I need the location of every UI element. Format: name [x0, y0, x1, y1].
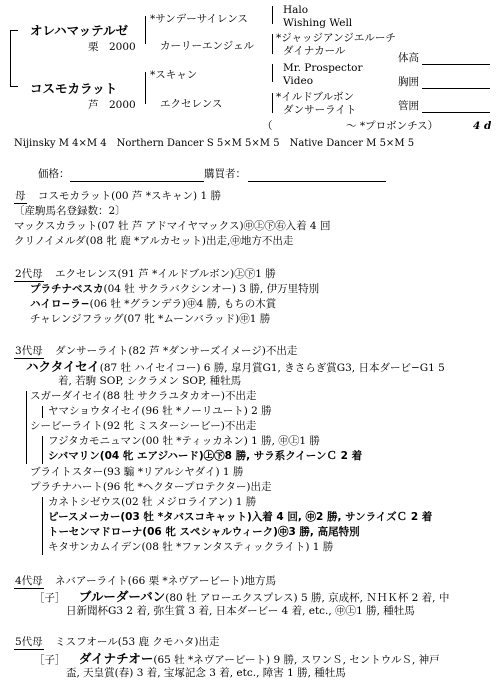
dam-sire-dam: Video	[283, 75, 314, 87]
height-underline	[422, 64, 490, 65]
horse-detail: (65 牡 *ネヴアービート) 9 勝, スワンＳ, セントウルＳ, 神戸	[153, 654, 440, 666]
list-item: シービーライト(92 牝 ミスターシービー)不出走	[30, 420, 257, 432]
sire-sire-sire: Halo	[283, 4, 309, 16]
list-item: フジタカモニュマン(00 牡 *ティッカネン) 1 勝, ㊥㊤1 勝	[48, 435, 320, 447]
cannon-underline	[422, 112, 490, 113]
list-item: クリノイメルダ(08 牝 鹿 *アルカセット)出走,㊥地方不出走	[14, 235, 294, 247]
family-line: （ ～ *プロボンチス）	[262, 120, 439, 132]
bracket-line	[272, 6, 273, 24]
bracket-line	[272, 34, 273, 54]
dam-head: コスモカラット(00 芦 *スキャン) 1 勝	[37, 190, 221, 202]
inbreeding: Nijinsky M 4×M 4 Northern Dancer S 5×M 5×M 5 Native Dancer M 5×M 5	[14, 138, 415, 149]
list-item: キタサンカムイデン(08 牡 *ファンタスティックライト) 1 勝	[48, 541, 334, 553]
bracket-line	[10, 30, 18, 31]
gen5-head: ミスフオール(53 鹿 クモハタ)出走	[55, 636, 220, 648]
list-item: カネトシゼウス(02 牡 メジロライアン) 1 勝	[48, 496, 257, 508]
tree-line	[42, 406, 43, 418]
gen4-head: ネバアーライト(66 栗 *ネヴアービート)地方馬	[55, 575, 277, 587]
chest-label: 胸囲	[398, 76, 419, 88]
tree-line	[42, 436, 43, 464]
list-item: トーセンマドローナ(06 牝 スペシャルウィーク)㊥3 勝, 高尾特別	[48, 526, 360, 538]
sire-dam-sire: *ジャッジアンジエルーチ	[276, 32, 396, 44]
bracket-line	[145, 72, 146, 104]
horse-name: ハイロ−ラ−	[30, 298, 90, 310]
height-label: 体高	[398, 52, 419, 64]
horse-name: ブルーダーバン	[78, 589, 166, 604]
tree-line	[26, 391, 27, 464]
sire-name: オレハマッテルゼ	[30, 23, 129, 38]
horse-detail: (87 牡 ハイセイコー) 6 勝, 皐月賞G1, きさらぎ賞G3, 日本ダービ−G1 5	[99, 362, 445, 374]
dam-sire: *スキャン	[150, 69, 198, 81]
horse-name: ダイナチオー	[78, 651, 154, 666]
list-item: マックスカラット(07 牡 芦 アドマイヤマックス)㊥㊤㊦㊨入着 4 回	[14, 220, 331, 232]
section-label: 4代母	[15, 575, 43, 587]
sire-sire-dam: Wishing Well	[283, 17, 353, 29]
list-item: ヤマショウタイセイ(96 牡 *ノーリユート) 2 勝	[48, 405, 272, 417]
bracket-line	[272, 64, 273, 82]
section-label: 5代母	[15, 636, 43, 648]
family-number: 4 d	[473, 120, 492, 132]
horse-detail: (80 牡 アローエクスプレス) 5 勝, 京成杯, ＮＨＫ杯 2 着, 中	[165, 592, 450, 604]
list-item: プラチナハート(96 牝 *ヘクタープロテクター)出走	[30, 481, 272, 493]
child-mark: ［子］	[34, 654, 66, 666]
dam-dam-dam: ダンサーライト	[283, 104, 357, 116]
gen3-head: ダンサーライト(82 芦 *ダンサーズイメージ)不出走	[55, 345, 298, 357]
sire-dam-dam: ダイナカール	[283, 45, 346, 57]
list-item: シバマリン(04 牝 エアジハード)㊤㊦8 勝, サラ系クイーンＣ 2 着	[48, 450, 363, 462]
chest-underline	[422, 88, 490, 89]
bracket-line	[10, 86, 18, 87]
dam-dam: エクセレンス	[160, 98, 223, 110]
section-label: 母	[15, 190, 26, 202]
horse-detail-cont: 着, 若駒 SOP, シクラメン SOP, 種牡馬	[58, 375, 242, 387]
list-item: ブライトスター(93 騸 *リアルシヤダイ) 1 勝	[30, 466, 244, 478]
list-item: スガーダイセイ(88 牡 サクラユタカオー)不出走	[30, 390, 257, 402]
list-item: ピースメーカー(03 牡 *タバスコキャット)入着 4 回, ㊥2 勝, サンライズＣ 2 着	[48, 511, 433, 523]
tree-line	[42, 497, 43, 555]
dam-name: コスモカラット	[30, 81, 118, 96]
bracket-line	[145, 16, 146, 44]
sire-detail: 栗 2000	[88, 41, 136, 53]
registration-note: 〔産駒馬名登録数：2〕	[14, 205, 126, 217]
child-mark: ［子］	[34, 592, 66, 604]
buyer-label: 購買者：	[204, 168, 246, 180]
gen2-head: エクセレンス(91 芦 *イルドブルボン)㊤㊦1 勝	[55, 268, 276, 280]
horse-detail: (06 牡 *グランデラ)㊥4 勝, もちの木賞	[89, 298, 277, 310]
sire-dam: カーリーエンジェル	[160, 40, 255, 52]
cannon-label: 管囲	[398, 100, 419, 112]
price-label: 価格：	[38, 168, 70, 180]
sire-sire: *サンデーサイレンス	[150, 13, 248, 25]
section-label: 3代母	[15, 345, 43, 357]
dam-sire-sire: Mr. Prospector	[283, 62, 363, 74]
bracket-line	[10, 30, 11, 86]
bracket-line	[272, 93, 273, 113]
dam-detail: 芦 2000	[88, 99, 136, 111]
price-field	[70, 181, 204, 182]
horse-name: ハクタイセイ	[26, 359, 100, 374]
horse-detail-cont: 日新聞杯G3 2 着, 弥生賞 3 着, 日本ダービー 4 着, etc., ㊥㊤1 勝, 種牡馬	[66, 605, 415, 617]
buyer-field	[248, 181, 386, 182]
horse-detail-cont: 盃, 天皇賞(春) 3 着, 宝塚記念 3 着, etc., 障害 1 勝, 種牡馬	[66, 667, 346, 679]
horse-name: プラチナベスカ	[30, 283, 104, 295]
horse-detail: (04 牡 サクラバクシンオー) 3 勝, 伊万里特別	[103, 283, 320, 295]
section-label: 2代母	[15, 268, 43, 280]
horse-detail: チャレンジフラッグ(07 牝 *ムーンバラッド)㊥1 勝	[30, 313, 271, 325]
dam-dam-sire: *イルドブルボン	[276, 91, 355, 103]
